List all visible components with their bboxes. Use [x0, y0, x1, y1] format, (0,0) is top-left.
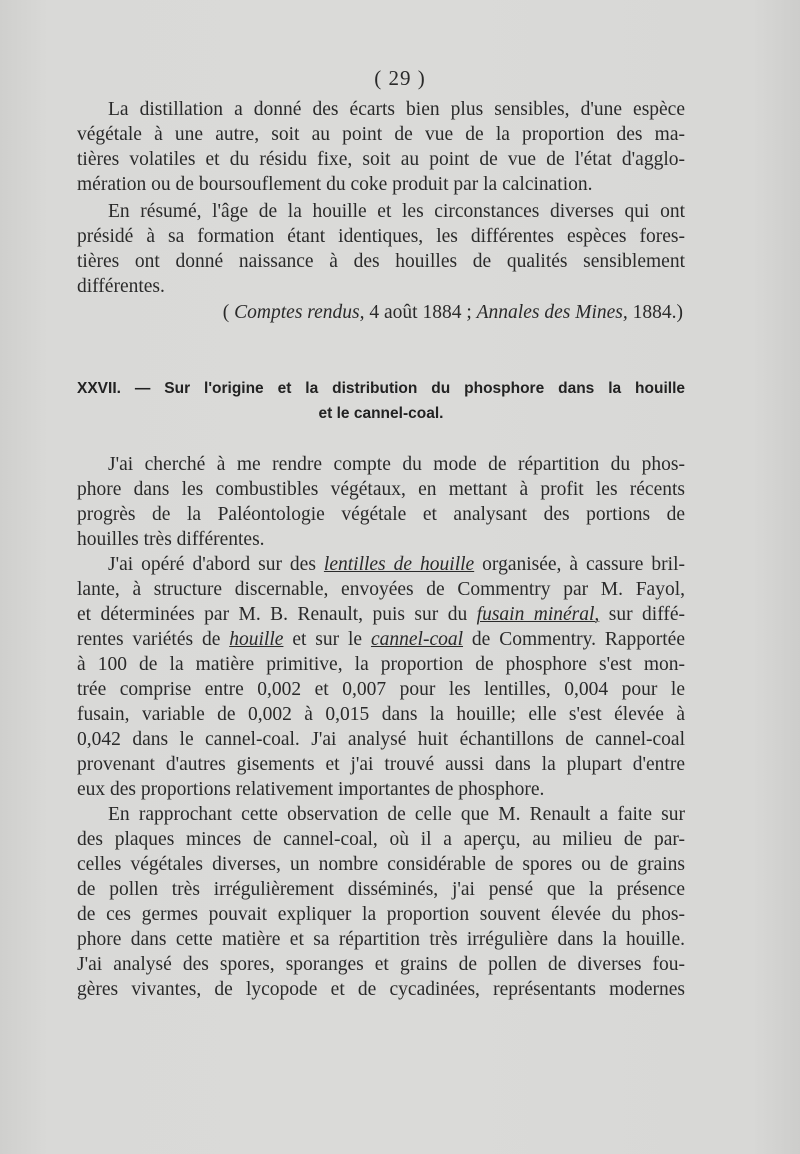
text-line: rentes variétés de houille et sur le cannel-coal de Commentry. Rapportée: [77, 629, 685, 650]
text-line: à 100 de la matière primitive, la proportion de phosphore s'est mon-: [77, 654, 685, 675]
text-line: trée comprise entre 0,002 et 0,007 pour les lentilles, 0,004 pour le: [77, 679, 685, 700]
text-line: lante, à structure discernable, envoyées de Commentry par M. Fayol,: [77, 579, 685, 600]
text-line: En rapprochant cette observation de celle que M. Renault a faite sur: [108, 804, 685, 825]
citation-journal-1: Comptes rendus,: [234, 302, 365, 323]
text-line: différentes.: [77, 276, 165, 297]
text-line: houilles très différentes.: [77, 529, 265, 550]
text-line: J'ai cherché à me rendre compte du mode de répartition du phos-: [108, 454, 685, 475]
text-line: provenant d'autres gisements et j'ai trouvé aussi dans la plupart d'entre: [77, 754, 685, 775]
citation-journal-2: Annales des Mines,: [476, 302, 628, 323]
text-line: présidé à sa formation étant identiques, les différentes espèces fores-: [77, 226, 685, 247]
emphasis-fusain: fusain minéral,: [476, 604, 600, 625]
emphasis-houille: houille: [229, 629, 284, 650]
text-line: eux des proportions relativement importantes de phosphore.: [77, 779, 545, 800]
citation-date-1: 4 août 1884 ;: [369, 302, 472, 323]
emphasis-lentilles: lentilles de houille: [323, 554, 475, 575]
text-line: J'ai analysé des spores, sporanges et grains de pollen de diverses fou-: [77, 954, 685, 975]
text-line: En résumé, l'âge de la houille et les circonstances diverses qui ont: [108, 201, 685, 222]
text-line: progrès de la Paléontologie végétale et analysant des portions de: [77, 504, 685, 525]
text-line: celles végétales diverses, un nombre considérable de spores ou de grains: [77, 854, 685, 875]
text-line: La distillation a donné des écarts bien plus sensibles, d'une espèce: [108, 99, 685, 120]
text-line: gères vivantes, de lycopode et de cycadinées, représentants modernes: [77, 979, 685, 1000]
emphasis-cannel-coal: cannel-coal: [370, 629, 464, 650]
paragraph-cherche: [77, 452, 685, 552]
text-line: phore dans cette matière et sa répartition très irrégulière dans la houille.: [77, 929, 685, 950]
text-line: des plaques minces de cannel-coal, où il a aperçu, au milieu de par-: [77, 829, 685, 850]
section-title-line-1: XXVII. — Sur l'origine et la distribution du phosphore dans la houille: [77, 380, 685, 397]
section-title-line-2: et le cannel-coal.: [318, 405, 444, 422]
text-line: tières volatiles et du résidu fixe, soit au point de vue de l'état d'agglo-: [77, 149, 685, 170]
text-line: de ces germes pouvait expliquer la proportion souvent élevée du phos-: [77, 904, 685, 925]
citation-open: (: [222, 302, 230, 323]
text-line: tières ont donné naissance à des houilles de qualités sensiblement: [77, 251, 685, 272]
section-heading: [77, 376, 685, 426]
text-line: végétale à une autre, soit au point de vue de la proportion des ma-: [77, 124, 685, 145]
text-line: mération ou de boursouflement du coke produit par la calcination.: [77, 174, 593, 195]
text-line: 0,042 dans le cannel-coal. J'ai analysé huit échantillons de cannel-coal: [77, 729, 685, 750]
paragraph-distillation: [77, 97, 685, 197]
source-citation: [77, 300, 685, 325]
paragraph-opere: [77, 552, 685, 802]
text-line: fusain, variable de 0,002 à 0,015 dans la houille; elle s'est élevée à: [77, 704, 685, 725]
text-line: phore dans les combustibles végétaux, en mettant à profit les récents: [77, 479, 685, 500]
paragraph-rapprochant: [77, 802, 685, 1002]
text-line: J'ai opéré d'abord sur des lentilles de houille organisée, à cassure bril-: [108, 554, 685, 575]
text-line: de pollen très irrégulièrement disséminés, j'ai pensé que la présence: [77, 879, 685, 900]
citation-date-2: 1884.): [632, 302, 683, 323]
page-number: ( 29 ): [374, 66, 426, 90]
text-line: et déterminées par M. B. Renault, puis sur du fusain minéral, sur diffé-: [77, 604, 685, 625]
paragraph-resume: [77, 199, 685, 299]
